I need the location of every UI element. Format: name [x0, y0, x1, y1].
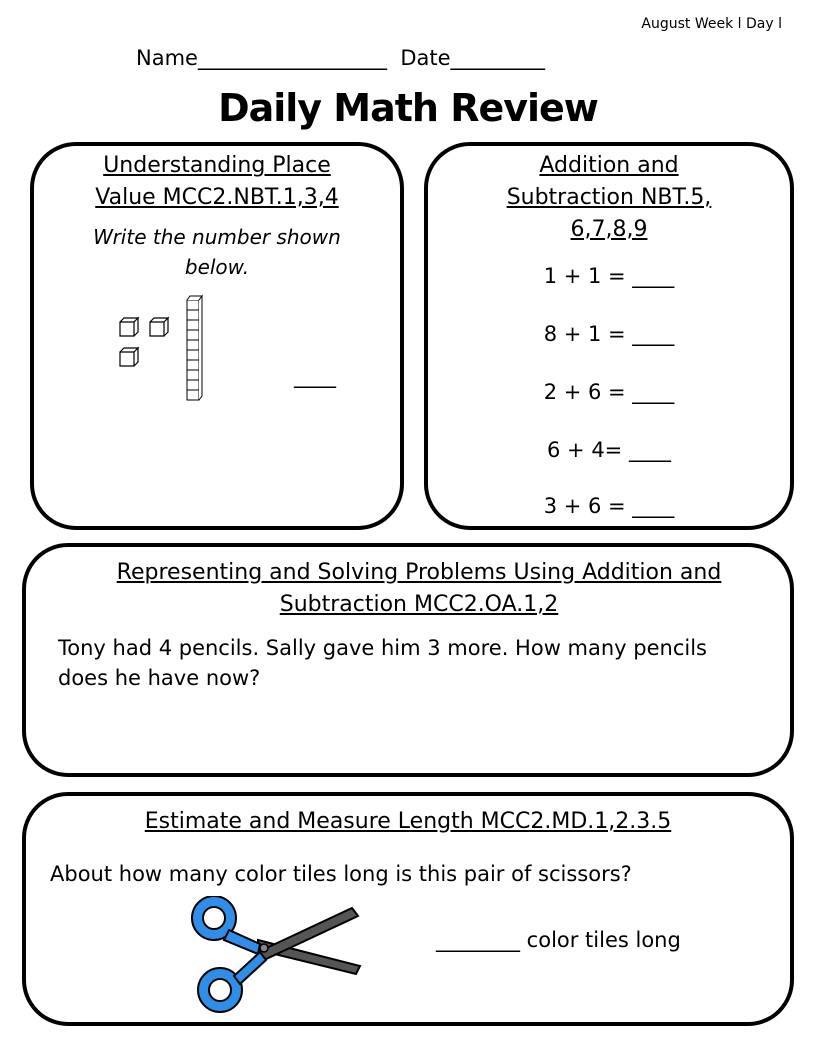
week-day-label: August Week l Day l	[641, 16, 782, 32]
name-field[interactable]: Name__________________	[136, 46, 387, 70]
measure-heading: Estimate and Measure Length MCC2.MD.1,2.3.5	[144, 809, 672, 834]
word-problem-box	[22, 543, 794, 777]
page-title: Daily Math Review	[218, 86, 598, 130]
date-field[interactable]: Date_________	[400, 46, 546, 70]
addition-problem-2[interactable]: 8 + 1 = ____	[543, 322, 675, 346]
scissors-handles	[192, 896, 266, 1012]
place-value-instruction: Write the number shown below.	[93, 225, 341, 279]
place-value-heading: Understanding Place Value MCC2.NBT.1,3,4	[95, 153, 339, 210]
tens-rod-icon	[187, 296, 202, 400]
ones-cube-icon	[120, 348, 138, 366]
name-date-row	[136, 46, 545, 70]
place-value-answer-blank[interactable]: ____	[294, 364, 336, 388]
addition-box	[424, 142, 794, 530]
scissors-blades	[258, 908, 360, 974]
ones-cube-icon	[120, 318, 138, 336]
place-value-box	[30, 142, 404, 530]
measure-box	[22, 792, 794, 1026]
addition-problem-3[interactable]: 2 + 6 = ____	[543, 380, 675, 404]
ones-cube-icon	[150, 318, 168, 336]
addition-problem-5[interactable]: 3 + 6 = ____	[543, 494, 675, 518]
scissors-icon	[174, 896, 364, 1016]
addition-heading: Addition and Subtraction NBT.5, 6,7,8,9	[506, 153, 712, 242]
addition-problem-1[interactable]: 1 + 1 = ____	[543, 264, 675, 288]
base-ten-blocks	[112, 294, 212, 406]
word-problem-heading: Representing and Solving Problems Using Addition and Subtraction MCC2.OA.1,2	[116, 560, 722, 617]
measure-answer-line[interactable]: ________ color tiles long	[436, 928, 681, 952]
addition-problem-4[interactable]: 6 + 4= ____	[547, 438, 671, 462]
measure-question: About how many color tiles long is this pair of scissors?	[50, 862, 632, 886]
word-problem-text: Tony had 4 pencils. Sally gave him 3 more. How many pencils does he have now?	[58, 636, 708, 690]
